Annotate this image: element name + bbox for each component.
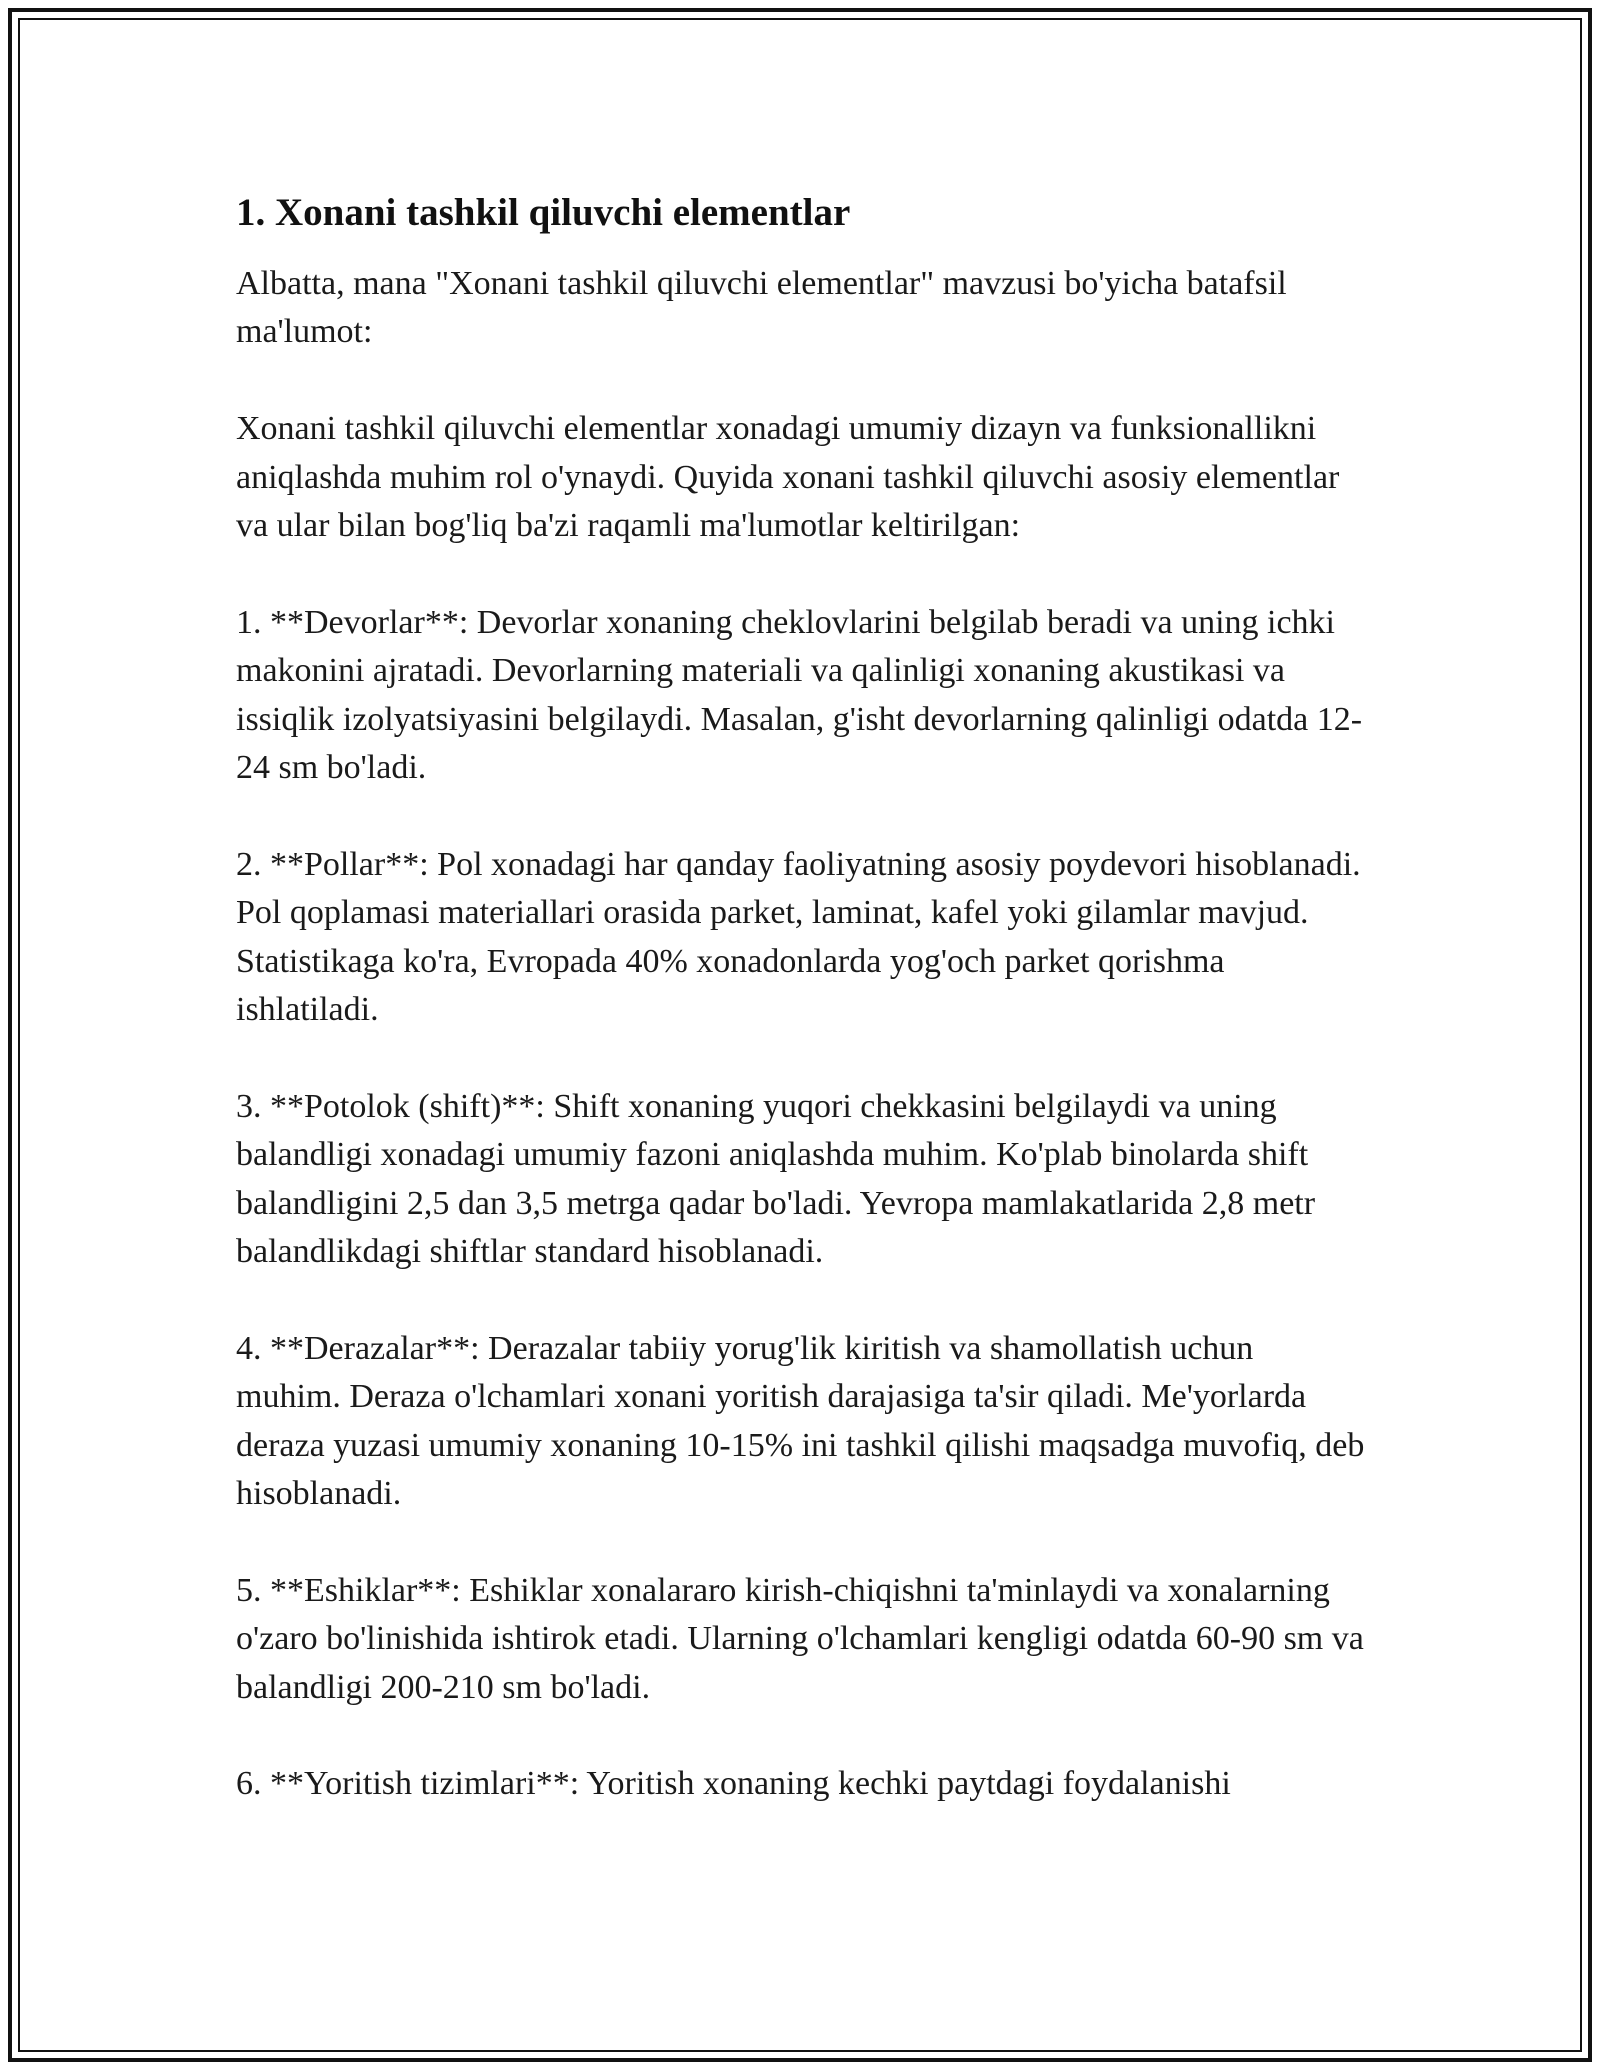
document-body — [236, 188, 1366, 1857]
list-item-doors: 5. **Eshiklar**: Eshiklar xonalararo kirish-chiqishni ta'minlaydi va xonalarning o'zaro bo'linishida ishtirok etadi. Ularning o'lchamlari kengligi odatda 60-90 sm va balandligi 200-210 sm bo'ladi. — [236, 1571, 1364, 1706]
overview-paragraph: Xonani tashkil qiluvchi elementlar xonadagi umumiy dizayn va funksionallikni aniqlashda muhim rol o'ynaydi. Quyida xonani tashkil qiluvchi asosiy elementlar va ular bilan bog'liq ba'zi raqamli ma'lumotlar keltirilgan: — [236, 410, 1340, 545]
list-item-windows: 4. **Derazalar**: Derazalar tabiiy yorug'lik kiritish va shamollatish uchun muhim. Deraza o'lchamlari xonani yoritish darajasiga ta'sir qiladi. Me'yorlarda deraza yuzasi umumiy xonaning 10-15% ini tashkil qilishi maqsadga muvofiq, deb hisoblanadi. — [236, 1329, 1365, 1513]
list-item-walls: 1. **Devorlar**: Devorlar xonaning cheklovlarini belgilab beradi va uning ichki makonini ajratadi. Devorlarning materiali va qalinligi xonaning akustikasi va issiqlik izolyatsiyasini belgilaydi. Masalan, g'isht devorlarning qalinligi odatda 12-24 sm bo'ladi. — [236, 603, 1363, 787]
list-item-floors: 2. **Pollar**: Pol xonadagi har qanday faoliyatning asosiy poydevori hisoblanadi. Pol qoplamasi materiallari orasida parket, laminat, kafel yoki gilamlar mavjud. Statistikaga ko'ra, Evropada 40% xonadonlarda yog'och parket qorishma ishlatiladi. — [236, 845, 1361, 1029]
list-item-ceiling: 3. **Potolok (shift)**: Shift xonaning yuqori chekkasini belgilaydi va uning balandligi xonadagi umumiy fazoni aniqlashda muhim. Ko'plab binolarda shift balandligini 2,5 dan 3,5 metrga qadar bo'ladi. Yevropa mamlakatlarida 2,8 metr balandlikdagi shiftlar standard hisoblanadi. — [236, 1087, 1316, 1271]
list-item-lighting: 6. **Yoritish tizimlari**: Yoritish xonaning kechki paytdagi foydalanishi — [236, 1765, 1231, 1803]
intro-paragraph: Albatta, mana "Xonani tashkil qiluvchi elementlar" mavzusi bo'yicha batafsil ma'lumot: — [236, 265, 1287, 351]
document-title: 1. Xonani tashkil qiluvchi elementlar — [236, 191, 851, 234]
